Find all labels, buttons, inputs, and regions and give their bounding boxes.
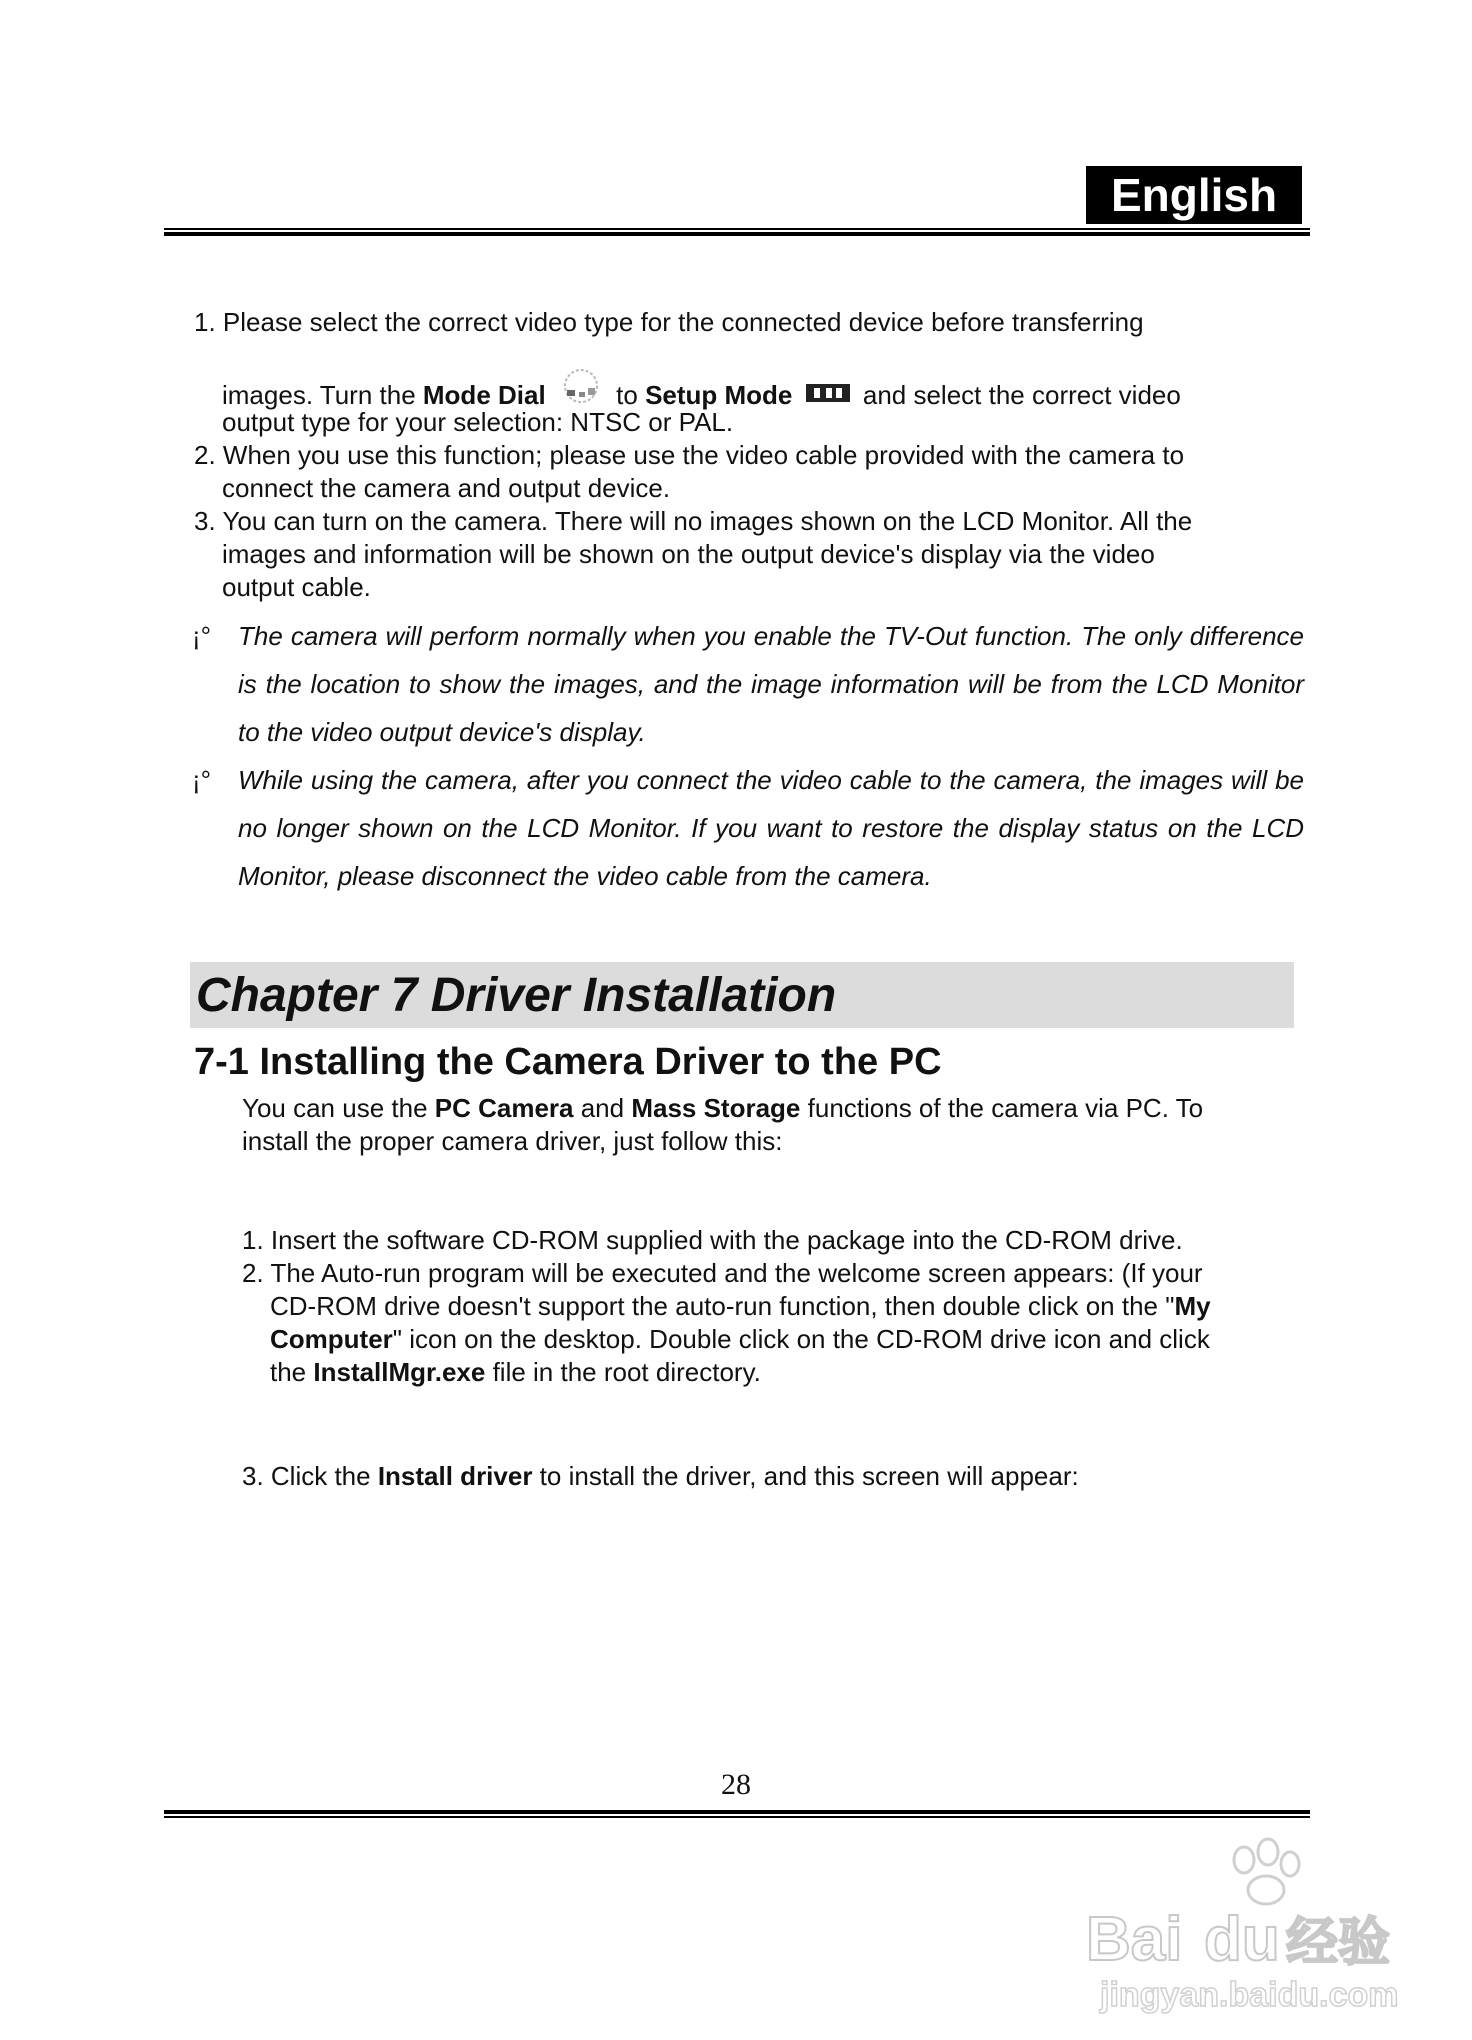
section-intro-line2: install the proper camera driver, just follow this:: [242, 1126, 783, 1156]
section-intro-text-b: and: [573, 1093, 632, 1123]
setup-mode-icon: [806, 384, 850, 402]
svg-text:经验: 经验: [1286, 1913, 1391, 1973]
my-label: My: [1174, 1291, 1211, 1321]
list-item-2-line1: 2. When you use this function; please use the video cable provided with the camera to: [194, 440, 1185, 470]
step-2-line1: 2. The Auto-run program will be executed and the welcome screen appears: (If your: [242, 1258, 1203, 1288]
list-item-1-text-b: to: [608, 380, 646, 410]
setup-mode-label: Setup Mode: [645, 380, 793, 410]
footer-rule-bottom: [164, 1816, 1310, 1818]
svg-text:Bai: Bai: [1086, 1905, 1183, 1974]
step-3-text-a: 3. Click the: [242, 1461, 378, 1491]
note-2-bullet: ¡°: [192, 765, 212, 795]
page-number: 28: [721, 1768, 751, 1801]
baidu-watermark-logo: [1076, 1830, 1406, 2020]
step-3: [242, 1460, 1079, 1493]
step-2-line3: [270, 1323, 1210, 1356]
list-item-1-line1: 1. Please select the correct video type for the connected device before transferring: [194, 307, 1144, 337]
list-item-1-text-c: and select the correct video: [855, 380, 1181, 410]
header-rule-top: [164, 228, 1310, 230]
svg-text:du: du: [1204, 1905, 1280, 1974]
computer-label: Computer: [270, 1324, 393, 1354]
pc-camera-label: PC Camera: [434, 1093, 574, 1123]
step-2-text-c: the: [270, 1357, 314, 1387]
step-2-text-d: file in the root directory.: [485, 1357, 761, 1387]
mass-storage-label: Mass Storage: [631, 1093, 801, 1123]
section-title: 7-1 Installing the Camera Driver to the PC: [194, 1041, 942, 1083]
step-1: 1. Insert the software CD-ROM supplied with the package into the CD-ROM drive.: [242, 1225, 1183, 1255]
note-1-bullet: ¡°: [192, 621, 212, 651]
list-item-3-line2: images and information will be shown on the output device's display via the video: [222, 539, 1155, 569]
list-item-2-line2: connect the camera and output device.: [222, 473, 671, 503]
list-item-1-line3: output type for your selection: NTSC or PAL.: [222, 407, 734, 437]
list-item-1-text-a: images. Turn the: [222, 380, 423, 410]
chapter-title: Chapter 7 Driver Installation: [196, 969, 837, 1022]
section-intro-text-a: You can use the: [242, 1093, 435, 1123]
language-tag: English: [1086, 166, 1302, 224]
footer-rule-top: [164, 1810, 1310, 1814]
note-1: [192, 612, 1304, 762]
step-2-text-a: CD-ROM drive doesn't support the auto-run function, then double click on the ": [270, 1291, 1175, 1321]
step-2-line2: [270, 1290, 1211, 1323]
mode-dial-label: Mode Dial: [422, 380, 546, 410]
note-1-text: The camera will perform normally when you enable the TV-Out function. The only difference is the location to show the images, and the image information will be from the LCD Monitor to the video output device's display.: [238, 621, 1304, 747]
section-intro-line1: [242, 1092, 1203, 1125]
note-2: [192, 756, 1304, 906]
section-intro-text-c: functions of the camera via PC. To: [800, 1093, 1204, 1123]
list-item-3-line1: 3. You can turn on the camera. There will no images shown on the LCD Monitor. All the: [194, 506, 1193, 536]
step-2-line4: [270, 1356, 761, 1389]
header-rule-bottom: [164, 232, 1310, 236]
mode-dial-icon: [559, 366, 603, 408]
installmgr-label: InstallMgr.exe: [313, 1357, 486, 1387]
svg-text:jingyan.baidu.com: jingyan.baidu.com: [1100, 1976, 1399, 2014]
step-2-text-b: " icon on the desktop. Double click on the CD-ROM drive icon and click: [392, 1324, 1210, 1354]
install-driver-label: Install driver: [377, 1461, 533, 1491]
step-3-text-b: to install the driver, and this screen will appear:: [532, 1461, 1079, 1491]
list-item-3-line3: output cable.: [222, 572, 371, 602]
note-2-text: While using the camera, after you connect the video cable to the camera, the images will be no longer shown on the LCD Monitor. If you want to restore the display status on the LCD Monitor, please disconnect the video cable from the camera.: [238, 765, 1304, 891]
